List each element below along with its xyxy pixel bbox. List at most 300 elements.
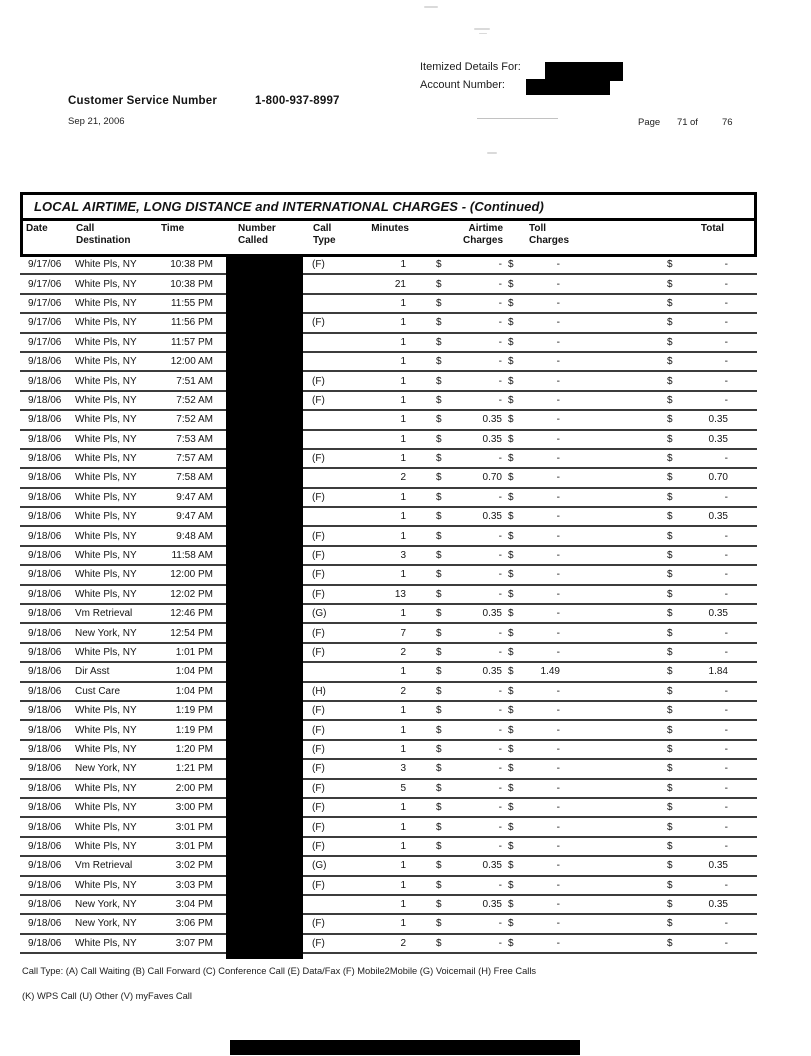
cell-total: $ - xyxy=(667,394,728,406)
cell-airtime-charges: $ - xyxy=(436,569,502,581)
cell-call-type: (F) xyxy=(312,705,325,717)
cell-call-type: (F) xyxy=(312,453,325,465)
cell-call-type: (G) xyxy=(312,608,327,620)
table-row xyxy=(20,372,757,391)
cell-date: 9/17/06 xyxy=(28,336,62,348)
cell-toll-charges: $ - xyxy=(508,802,560,814)
cell-call-destination: White Pls, NY xyxy=(75,647,137,658)
cell-toll-charges: $ - xyxy=(508,937,560,949)
cell-toll-charges: $ - xyxy=(508,453,560,465)
cell-total: $ 0.35 xyxy=(667,433,728,445)
bottom-redaction-bar xyxy=(230,1040,580,1055)
cell-call-destination: White Pls, NY xyxy=(75,394,137,406)
cell-call-destination: White Pls, NY xyxy=(75,472,137,484)
cell-date: 9/18/06 xyxy=(28,937,62,949)
cell-call-destination: White Pls, NY xyxy=(75,491,137,503)
cell-total: $ - xyxy=(667,724,728,736)
cell-total: $ - xyxy=(667,550,728,562)
cell-minutes: 1 xyxy=(400,724,406,736)
cell-minutes: 2 xyxy=(400,937,406,949)
cell-call-destination: New York, NY xyxy=(75,899,137,911)
cell-minutes: 21 xyxy=(394,278,406,290)
cell-toll-charges: $ - xyxy=(508,705,560,717)
cell-call-destination: White Pls, NY xyxy=(75,278,137,290)
cell-airtime-charges: $ - xyxy=(436,705,502,717)
cell-airtime-charges: $ - xyxy=(436,802,502,814)
table-row xyxy=(20,605,757,624)
table-row xyxy=(20,469,757,488)
cell-minutes: 1 xyxy=(400,433,406,445)
cell-date: 9/17/06 xyxy=(28,278,62,290)
cell-total: $ 0.70 xyxy=(667,472,728,484)
cell-toll-charges: $ - xyxy=(508,356,560,368)
cell-total: $ - xyxy=(667,937,728,949)
table-row xyxy=(20,314,757,333)
cell-date: 9/18/06 xyxy=(28,627,62,639)
cell-airtime-charges: $ - xyxy=(436,840,502,852)
cell-time: 3:07 PM xyxy=(175,937,213,949)
cell-time: 10:38 PM xyxy=(170,278,213,290)
cell-date: 9/18/06 xyxy=(28,511,62,523)
cell-date: 9/18/06 xyxy=(28,879,62,891)
cell-minutes: 1 xyxy=(400,375,406,387)
cell-time: 12:02 PM xyxy=(170,588,213,600)
cell-time: 2:00 PM xyxy=(175,782,213,794)
table-row xyxy=(20,392,757,411)
cell-toll-charges: $ - xyxy=(508,297,560,309)
cell-toll-charges: $ - xyxy=(508,860,560,872)
cell-date: 9/18/06 xyxy=(28,588,62,600)
cell-total: $ 0.35 xyxy=(667,860,728,872)
cell-time: 3:02 PM xyxy=(175,860,213,872)
cell-minutes: 3 xyxy=(400,763,406,775)
cell-total: $ - xyxy=(667,356,728,368)
cell-toll-charges: $ - xyxy=(508,840,560,852)
cell-toll-charges: $ - xyxy=(508,317,560,329)
cell-total: $ - xyxy=(667,491,728,503)
cell-time: 11:56 PM xyxy=(170,317,213,329)
cell-time: 9:48 AM xyxy=(176,530,213,542)
cell-call-destination: New York, NY xyxy=(75,763,137,775)
cell-total: $ - xyxy=(667,317,728,329)
cell-time: 3:01 PM xyxy=(175,821,213,833)
cell-minutes: 2 xyxy=(400,647,406,658)
cell-airtime-charges: $ - xyxy=(436,375,502,387)
cell-call-destination: White Pls, NY xyxy=(75,433,137,445)
cell-toll-charges: $ - xyxy=(508,472,560,484)
cell-call-destination: White Pls, NY xyxy=(75,297,137,309)
cell-toll-charges: $ - xyxy=(508,879,560,891)
table-body xyxy=(20,256,757,954)
cell-call-type: (F) xyxy=(312,743,325,755)
scan-line xyxy=(477,118,558,119)
cell-call-type: (F) xyxy=(312,724,325,736)
cell-time: 7:52 AM xyxy=(176,414,213,426)
scan-artifact xyxy=(474,28,490,30)
cell-airtime-charges: $ - xyxy=(436,588,502,600)
table-row xyxy=(20,334,757,353)
cell-airtime-charges: $ - xyxy=(436,278,502,290)
customer-service-label: Customer Service Number xyxy=(68,95,218,107)
cell-airtime-charges: $ - xyxy=(436,530,502,542)
cell-airtime-charges: $ - xyxy=(436,627,502,639)
cell-airtime-charges: $ - xyxy=(436,356,502,368)
cell-airtime-charges: $ - xyxy=(436,317,502,329)
cell-airtime-charges: $ - xyxy=(436,937,502,949)
cell-call-destination: White Pls, NY xyxy=(75,317,137,329)
table-row xyxy=(20,780,757,799)
cell-toll-charges: $ - xyxy=(508,259,560,271)
cell-call-destination: White Pls, NY xyxy=(75,743,137,755)
cell-minutes: 1 xyxy=(400,743,406,755)
table-row xyxy=(20,275,757,294)
cell-airtime-charges: $ - xyxy=(436,453,502,465)
cell-time: 12:46 PM xyxy=(170,608,213,620)
cell-call-destination: White Pls, NY xyxy=(75,879,137,891)
table-row xyxy=(20,915,757,934)
table-title: LOCAL AIRTIME, LONG DISTANCE and INTERNATIONAL CHARGES - (Continued) xyxy=(23,195,754,221)
cell-airtime-charges: $ - xyxy=(436,685,502,697)
scan-artifact xyxy=(479,33,487,34)
cell-call-destination: Dir Asst xyxy=(75,666,110,678)
cell-airtime-charges: $ - xyxy=(436,336,502,348)
cell-total: $ 0.35 xyxy=(667,899,728,911)
cell-date: 9/18/06 xyxy=(28,685,62,697)
cell-total: $ - xyxy=(667,685,728,697)
cell-total: $ - xyxy=(667,530,728,542)
cell-call-destination: White Pls, NY xyxy=(75,840,137,852)
cell-minutes: 1 xyxy=(400,414,406,426)
cell-minutes: 7 xyxy=(400,627,406,639)
cell-toll-charges: $ - xyxy=(508,414,560,426)
cell-call-type: (H) xyxy=(312,685,326,697)
table-row xyxy=(20,683,757,702)
scan-artifact xyxy=(487,152,497,154)
cell-toll-charges: $ - xyxy=(508,530,560,542)
cell-call-destination: White Pls, NY xyxy=(75,569,137,581)
cell-minutes: 1 xyxy=(400,802,406,814)
cell-call-destination: White Pls, NY xyxy=(75,782,137,794)
cell-call-type: (F) xyxy=(312,375,325,387)
cell-time: 11:58 AM xyxy=(171,550,213,562)
cell-total: $ - xyxy=(667,569,728,581)
table-row xyxy=(20,935,757,954)
cell-call-destination: White Pls, NY xyxy=(75,705,137,717)
statement-date: Sep 21, 2006 xyxy=(68,116,125,127)
cell-date: 9/18/06 xyxy=(28,530,62,542)
cell-date: 9/17/06 xyxy=(28,297,62,309)
cell-time: 1:19 PM xyxy=(175,705,213,717)
cell-call-type: (F) xyxy=(312,918,325,930)
cell-date: 9/18/06 xyxy=(28,666,62,678)
cell-toll-charges: $ - xyxy=(508,685,560,697)
cell-airtime-charges: $ 0.35 xyxy=(436,666,502,678)
cell-time: 1:04 PM xyxy=(175,685,213,697)
cell-call-destination: White Pls, NY xyxy=(75,414,137,426)
table-row xyxy=(20,644,757,663)
number-called-redaction-bar xyxy=(226,257,303,959)
table-row xyxy=(20,295,757,314)
cell-minutes: 1 xyxy=(400,666,406,678)
cell-date: 9/18/06 xyxy=(28,647,62,658)
cell-call-destination: Vm Retrieval xyxy=(75,860,133,872)
cell-total: $ - xyxy=(667,453,728,465)
table-row xyxy=(20,527,757,546)
cell-date: 9/18/06 xyxy=(28,569,62,581)
cell-call-type: (F) xyxy=(312,821,325,833)
page-of-label: of xyxy=(690,117,698,128)
cell-minutes: 1 xyxy=(400,297,406,309)
cell-total: $ 0.35 xyxy=(667,608,728,620)
cell-total: $ 1.84 xyxy=(667,666,728,678)
cell-total: $ - xyxy=(667,763,728,775)
cell-call-type: (F) xyxy=(312,259,325,271)
cell-airtime-charges: $ - xyxy=(436,394,502,406)
table-row xyxy=(20,624,757,643)
table-row xyxy=(20,838,757,857)
cell-airtime-charges: $ - xyxy=(436,724,502,736)
cell-date: 9/18/06 xyxy=(28,743,62,755)
cell-minutes: 1 xyxy=(400,453,406,465)
cell-date: 9/18/06 xyxy=(28,356,62,368)
cell-call-type: (F) xyxy=(312,317,325,329)
cell-time: 7:53 AM xyxy=(176,433,213,445)
col-header-time: Time xyxy=(161,223,185,234)
cell-minutes: 1 xyxy=(400,705,406,717)
cell-minutes: 5 xyxy=(400,782,406,794)
cell-time: 12:00 AM xyxy=(170,356,213,368)
cell-minutes: 1 xyxy=(400,317,406,329)
customer-service-number: 1-800-937-8997 xyxy=(255,95,340,107)
table-row xyxy=(20,256,757,275)
col-header-spacer xyxy=(599,223,661,254)
cell-toll-charges: $ - xyxy=(508,433,560,445)
cell-call-destination: White Pls, NY xyxy=(75,821,137,833)
cell-airtime-charges: $ - xyxy=(436,821,502,833)
cell-minutes: 1 xyxy=(400,491,406,503)
cell-toll-charges: $ - xyxy=(508,918,560,930)
cell-minutes: 1 xyxy=(400,918,406,930)
cell-toll-charges: $ - xyxy=(508,724,560,736)
cell-airtime-charges: $ 0.35 xyxy=(436,608,502,620)
cell-time: 3:00 PM xyxy=(175,802,213,814)
cell-call-destination: Vm Retrieval xyxy=(75,608,133,620)
cell-call-destination: White Pls, NY xyxy=(75,259,137,271)
cell-airtime-charges: $ 0.35 xyxy=(436,899,502,911)
cell-toll-charges: $ 1.49 xyxy=(508,666,560,678)
cell-call-destination: White Pls, NY xyxy=(75,511,137,523)
cell-call-destination: White Pls, NY xyxy=(75,802,137,814)
cell-time: 3:04 PM xyxy=(175,899,213,911)
cell-time: 12:00 PM xyxy=(170,569,213,581)
cell-call-destination: White Pls, NY xyxy=(75,530,137,542)
cell-minutes: 2 xyxy=(400,685,406,697)
cell-minutes: 1 xyxy=(400,569,406,581)
table-row xyxy=(20,450,757,469)
cell-minutes: 1 xyxy=(400,821,406,833)
charges-table-header-box xyxy=(20,192,757,257)
cell-call-type: (F) xyxy=(312,647,325,658)
cell-airtime-charges: $ 0.35 xyxy=(436,433,502,445)
cell-minutes: 1 xyxy=(400,356,406,368)
cell-airtime-charges: $ - xyxy=(436,879,502,891)
cell-call-destination: White Pls, NY xyxy=(75,356,137,368)
table-row xyxy=(20,877,757,896)
cell-time: 3:01 PM xyxy=(175,840,213,852)
cell-date: 9/18/06 xyxy=(28,840,62,852)
cell-date: 9/18/06 xyxy=(28,860,62,872)
col-header-minutes: Minutes xyxy=(371,223,409,234)
cell-time: 9:47 AM xyxy=(176,491,213,503)
page-label: Page xyxy=(638,117,661,128)
cell-airtime-charges: $ 0.35 xyxy=(436,414,502,426)
table-row xyxy=(20,547,757,566)
cell-date: 9/18/06 xyxy=(28,394,62,406)
cell-toll-charges: $ - xyxy=(508,375,560,387)
cell-airtime-charges: $ - xyxy=(436,647,502,658)
cell-call-destination: White Pls, NY xyxy=(75,724,137,736)
cell-call-type: (F) xyxy=(312,840,325,852)
cell-total: $ - xyxy=(667,297,728,309)
cell-time: 7:52 AM xyxy=(176,394,213,406)
cell-call-destination: White Pls, NY xyxy=(75,550,137,562)
cell-time: 1:19 PM xyxy=(175,724,213,736)
table-row xyxy=(20,431,757,450)
table-row xyxy=(20,411,757,430)
cell-date: 9/18/06 xyxy=(28,724,62,736)
cell-time: 1:04 PM xyxy=(175,666,213,678)
cell-call-type: (F) xyxy=(312,550,325,562)
cell-time: 10:38 PM xyxy=(170,259,213,271)
cell-total: $ - xyxy=(667,743,728,755)
cell-date: 9/18/06 xyxy=(28,763,62,775)
itemized-details-label: Itemized Details For: xyxy=(420,61,521,73)
col-header-date: Date xyxy=(26,223,48,234)
cell-call-destination: New York, NY xyxy=(75,918,137,930)
cell-total: $ - xyxy=(667,840,728,852)
table-row xyxy=(20,586,757,605)
cell-call-destination: White Pls, NY xyxy=(75,588,137,600)
cell-time: 9:47 AM xyxy=(176,511,213,523)
cell-date: 9/17/06 xyxy=(28,317,62,329)
cell-time: 1:21 PM xyxy=(175,763,213,775)
cell-minutes: 1 xyxy=(400,608,406,620)
cell-toll-charges: $ - xyxy=(508,647,560,658)
cell-time: 11:55 PM xyxy=(170,297,213,309)
table-row xyxy=(20,896,757,915)
cell-call-type: (F) xyxy=(312,530,325,542)
col-header-call-type: Call Type xyxy=(313,223,336,246)
account-number-label: Account Number: xyxy=(420,79,505,91)
table-row xyxy=(20,721,757,740)
cell-minutes: 1 xyxy=(400,336,406,348)
table-row xyxy=(20,818,757,837)
col-header-number-called: Number Called xyxy=(238,223,276,246)
cell-toll-charges: $ - xyxy=(508,899,560,911)
cell-minutes: 1 xyxy=(400,394,406,406)
cell-toll-charges: $ - xyxy=(508,743,560,755)
cell-airtime-charges: $ - xyxy=(436,782,502,794)
cell-airtime-charges: $ - xyxy=(436,763,502,775)
cell-toll-charges: $ - xyxy=(508,550,560,562)
table-row xyxy=(20,566,757,585)
cell-toll-charges: $ - xyxy=(508,336,560,348)
cell-call-type: (F) xyxy=(312,782,325,794)
cell-date: 9/18/06 xyxy=(28,491,62,503)
page-current: 71 xyxy=(677,117,688,128)
cell-airtime-charges: $ - xyxy=(436,743,502,755)
cell-date: 9/18/06 xyxy=(28,821,62,833)
cell-minutes: 1 xyxy=(400,840,406,852)
cell-date: 9/18/06 xyxy=(28,918,62,930)
cell-time: 11:57 PM xyxy=(170,336,213,348)
cell-total: $ - xyxy=(667,588,728,600)
cell-total: $ - xyxy=(667,782,728,794)
cell-call-type: (F) xyxy=(312,879,325,891)
cell-minutes: 13 xyxy=(394,588,406,600)
cell-date: 9/18/06 xyxy=(28,414,62,426)
cell-call-destination: White Pls, NY xyxy=(75,453,137,465)
cell-call-type: (F) xyxy=(312,491,325,503)
cell-minutes: 1 xyxy=(400,899,406,911)
cell-call-type: (F) xyxy=(312,588,325,600)
cell-date: 9/18/06 xyxy=(28,433,62,445)
cell-minutes: 1 xyxy=(400,511,406,523)
cell-toll-charges: $ - xyxy=(508,821,560,833)
cell-time: 7:57 AM xyxy=(176,453,213,465)
col-header-call-destination: Call Destination xyxy=(76,223,131,246)
cell-total: $ 0.35 xyxy=(667,414,728,426)
cell-airtime-charges: $ - xyxy=(436,491,502,503)
cell-call-destination: New York, NY xyxy=(75,627,137,639)
cell-total: $ - xyxy=(667,259,728,271)
cell-call-type: (F) xyxy=(312,627,325,639)
col-header-total: Total xyxy=(700,223,724,234)
cell-date: 9/18/06 xyxy=(28,899,62,911)
table-row xyxy=(20,857,757,876)
cell-total: $ - xyxy=(667,278,728,290)
cell-call-destination: White Pls, NY xyxy=(75,937,137,949)
cell-total: $ - xyxy=(667,336,728,348)
cell-minutes: 1 xyxy=(400,530,406,542)
cell-total: $ 0.35 xyxy=(667,511,728,523)
cell-toll-charges: $ - xyxy=(508,511,560,523)
table-row xyxy=(20,489,757,508)
cell-call-destination: Cust Care xyxy=(75,685,121,697)
cell-toll-charges: $ - xyxy=(508,782,560,794)
cell-call-type: (G) xyxy=(312,860,327,872)
col-header-toll-charges: Toll Charges xyxy=(529,223,570,246)
cell-toll-charges: $ - xyxy=(508,763,560,775)
cell-airtime-charges: $ - xyxy=(436,550,502,562)
cell-minutes: 1 xyxy=(400,860,406,872)
cell-call-type: (F) xyxy=(312,802,325,814)
cell-total: $ - xyxy=(667,647,728,658)
table-row xyxy=(20,741,757,760)
cell-time: 7:51 AM xyxy=(176,375,213,387)
col-header-airtime-charges: Airtime Charges xyxy=(462,223,503,246)
cell-minutes: 3 xyxy=(400,550,406,562)
cell-total: $ - xyxy=(667,821,728,833)
cell-call-type: (F) xyxy=(312,394,325,406)
cell-date: 9/18/06 xyxy=(28,782,62,794)
table-row xyxy=(20,353,757,372)
table-column-headers xyxy=(23,221,754,254)
cell-toll-charges: $ - xyxy=(508,608,560,620)
cell-date: 9/18/06 xyxy=(28,802,62,814)
cell-date: 9/18/06 xyxy=(28,608,62,620)
cell-total: $ - xyxy=(667,879,728,891)
